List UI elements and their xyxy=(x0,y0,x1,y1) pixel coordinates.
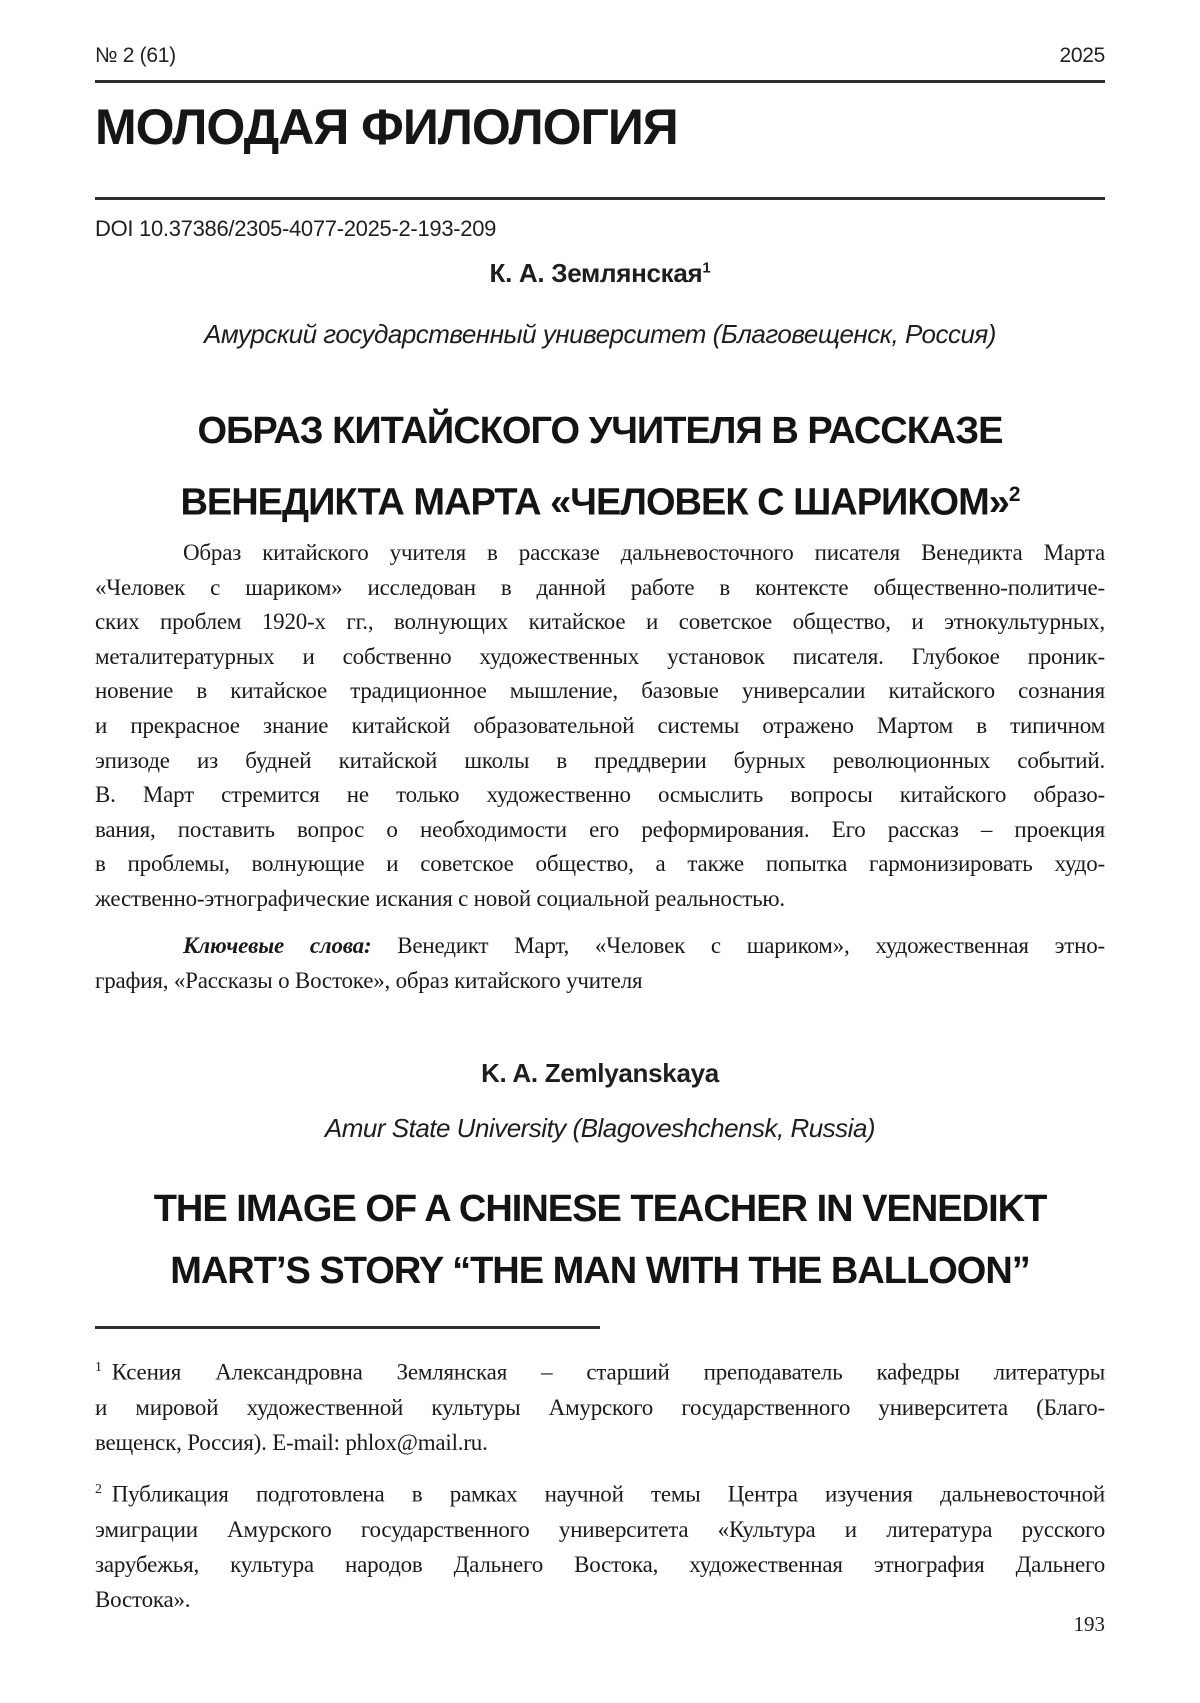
keywords xyxy=(95,929,1105,998)
footnote-2-line: зарубежья, культура народов Дальнего Востока, художественная этнография Дальнего xyxy=(95,1551,1105,1577)
footnote-separator-rule xyxy=(95,1326,600,1329)
year: 2025 xyxy=(1059,44,1105,67)
footnote-1-line: вещенск, Россия). E-mail: phlox@mail.ru. xyxy=(95,1429,488,1455)
abstract-line: ских проблем 1920-х гг., волнующих китайское и советское общество, и этнокультурных, xyxy=(95,609,1105,635)
footnote-2-marker: 2 xyxy=(95,1481,102,1496)
article-title-ru-line1: ОБРАЗ КИТАЙСКОГО УЧИТЕЛЯ В РАССКАЗЕ xyxy=(197,410,1003,452)
abstract-line: и прекрасное знание китайской образовательной системы отражено Мартом в типичном xyxy=(95,712,1105,738)
doi: DOI 10.37386/2305-4077-2025-2-193-209 xyxy=(95,216,497,241)
running-head xyxy=(95,44,1105,68)
article-title-ru xyxy=(95,400,1105,535)
article-title-en-line2: MART’S STORY “THE MAN WITH THE BALLOON” xyxy=(170,1250,1030,1292)
keywords-line1-text: Венедикт Март, «Человек с шариком», художественная этно- xyxy=(397,933,1105,958)
title-footnote-marker: 2 xyxy=(1008,483,1020,506)
author-en: K. A. Zemlyanskaya xyxy=(481,1058,719,1088)
article-title-en-line1: THE IMAGE OF A CHINESE TEACHER IN VENEDIKT xyxy=(153,1188,1047,1230)
section-title: МОЛОДАЯ ФИЛОЛОГИЯ xyxy=(95,99,678,155)
abstract-line: «Человек с шариком» исследован в данной работе в контексте общественно-политиче- xyxy=(95,574,1105,600)
footnote-2-line: Востока». xyxy=(95,1586,191,1612)
article-title-en xyxy=(95,1178,1105,1302)
header-rule xyxy=(95,80,1105,83)
abstract-line: новение в китайское традиционное мышление, базовые универсалии китайского сознания xyxy=(95,678,1105,704)
section-rule xyxy=(95,197,1105,200)
abstract-line: эпизоде из будней китайской школы в преддверии бурных революционных событий. xyxy=(95,747,1105,773)
footnote-2-line: эмиграции Амурского государственного университета «Культура и литература русского xyxy=(95,1516,1105,1542)
abstract-line: металитературных и собственно художественных установок писателя. Глубокое проник- xyxy=(95,643,1105,669)
footnote-2-line: $^2$ Публикация подготовлена в рамках научной темы Центра изучения дальневосточной xyxy=(95,1481,1105,1507)
keywords-line1 xyxy=(95,929,1105,964)
footnote-2 xyxy=(95,1471,1105,1617)
footnote-1 xyxy=(95,1349,1105,1460)
affiliation-ru: Амурский государственный университет (Благовещенск, Россия) xyxy=(204,319,996,349)
keywords-line2: графия, «Рассказы о Востоке», образ китайского учителя xyxy=(95,967,643,993)
abstract-line: Образ китайского учителя в рассказе дальневосточного писателя Венедикта Марта xyxy=(183,540,1105,565)
page-number: 193 xyxy=(1073,1612,1105,1636)
abstract-line: В. Март стремится не только художественно осмыслить вопросы китайского образо- xyxy=(95,782,1105,808)
affiliation-en: Amur State University (Blagoveshchensk, Russia) xyxy=(324,1113,876,1143)
abstract-line: в проблемы, волнующие и советское общество, а также попытка гармонизировать худо- xyxy=(95,851,1105,877)
keywords-label: Ключевые слова: xyxy=(183,933,372,958)
abstract xyxy=(95,536,1105,917)
issue-number: № 2 (61) xyxy=(95,44,176,67)
author-ru-footnote-marker: 1 xyxy=(702,259,711,277)
article-title-ru-line2: ВЕНЕДИКТА МАРТА «ЧЕЛОВЕК С ШАРИКОМ»$^2$ xyxy=(180,481,1020,524)
author-ru-name: К. А. Землянская xyxy=(489,258,703,288)
footnote-1-line: $^1$ Ксения Александровна Землянская – старший преподаватель кафедры литературы xyxy=(95,1359,1105,1385)
abstract-line: вания, поставить вопрос о необходимости его реформирования. Его рассказ – проекция xyxy=(95,816,1105,842)
footnote-1-line: и мировой художественной культуры Амурского государственного университета (Благо- xyxy=(95,1394,1105,1420)
footnote-1-marker: 1 xyxy=(95,1359,102,1374)
abstract-line: жественно-этнографические искания с новой социальной реальностью. xyxy=(95,885,785,911)
author-ru xyxy=(95,258,1105,289)
